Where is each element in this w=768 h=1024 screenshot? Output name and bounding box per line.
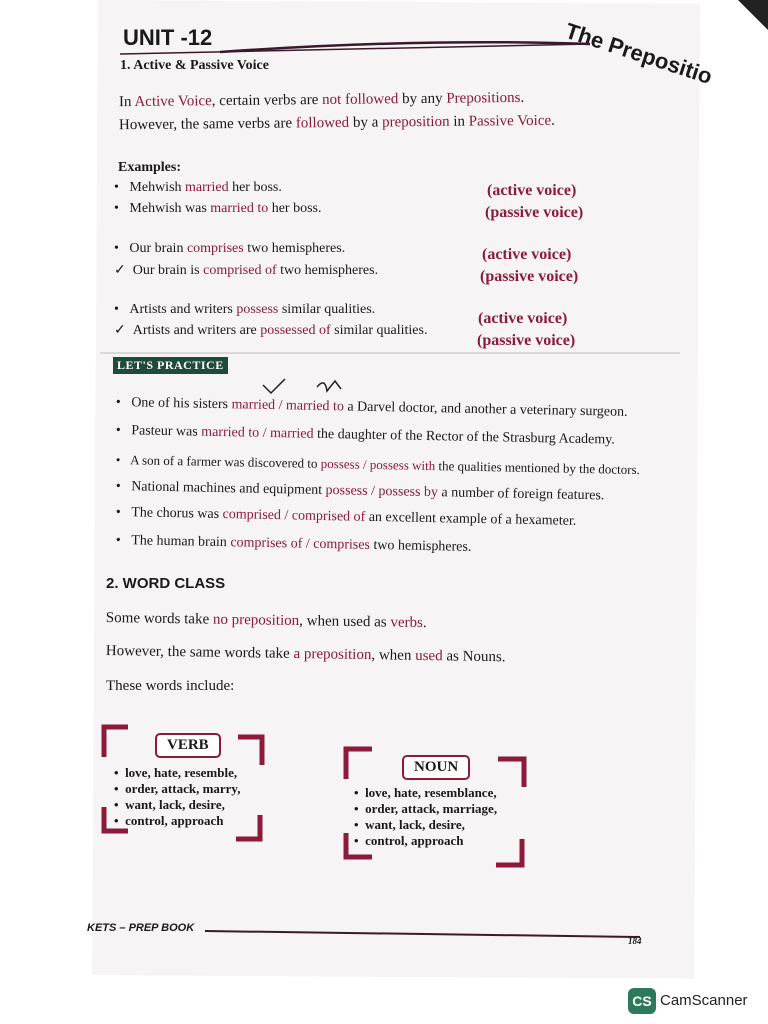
page-corner-shadow bbox=[738, 0, 768, 30]
noun-label: NOUN bbox=[402, 755, 470, 780]
examples-title: Examples: bbox=[118, 160, 181, 175]
intro-line-1: In Active Voice, certain verbs are not followed by any Prepositions. bbox=[118, 89, 525, 111]
example-row: • Mehwish married her boss. bbox=[114, 180, 282, 195]
practice-item: • A son of a farmer was discovered to possess / possess with the qualities mentioned by the doctors. bbox=[115, 452, 641, 478]
example-row: • Artists and writers possess similar qualities. bbox=[114, 302, 376, 317]
voice-label: (passive voice) bbox=[477, 332, 576, 349]
verb-label: VERB bbox=[155, 733, 221, 758]
noun-box bbox=[340, 745, 530, 870]
verb-box bbox=[100, 723, 270, 843]
example-row: ✓ Artists and writers are possessed of similar qualities. bbox=[114, 323, 428, 338]
section-heading-voice: 1. Active & Passive Voice bbox=[120, 58, 269, 73]
practice-item: • The chorus was comprised / comprised of an excellent example of a hexameter. bbox=[115, 505, 577, 529]
verb-word-list: • love, hate, resemble, • order, attack, marry, • want, lack, desire, • control, approach bbox=[114, 765, 241, 828]
section-heading-word-class: 2. WORD CLASS bbox=[106, 575, 226, 592]
camscanner-name: CamScanner bbox=[660, 992, 748, 1009]
word-class-line-1: Some words take no preposition, when used as verbs. bbox=[105, 610, 427, 632]
word-class-line-2: However, the same words take a preposition, when used as Nouns. bbox=[105, 643, 506, 666]
voice-label: (active voice) bbox=[482, 246, 572, 263]
voice-label: (passive voice) bbox=[485, 204, 584, 221]
intro-line-2: However, the same verbs are followed by a preposition in Passive Voice. bbox=[118, 112, 555, 134]
practice-item: • One of his sisters married / married to a Darvel doctor, and another a veterinary surgeon. bbox=[115, 395, 628, 420]
voice-label: (active voice) bbox=[487, 182, 577, 199]
page-number: 184 bbox=[628, 936, 642, 946]
example-row: ✓ Our brain is comprised of two hemispheres. bbox=[114, 263, 379, 278]
unit-title: UNIT -12 bbox=[123, 25, 213, 50]
practice-badge: LET'S PRACTICE bbox=[113, 357, 228, 374]
divider bbox=[100, 352, 680, 354]
chapter-topic: The Prepositio bbox=[562, 18, 716, 89]
example-row: • Mehwish was married to her boss. bbox=[114, 201, 322, 216]
camscanner-logo-icon: CS bbox=[628, 988, 656, 1014]
noun-word-list: • love, hate, resemblance, • order, attack, marriage, • want, lack, desire, • control, approach bbox=[354, 785, 498, 848]
practice-item: • Pasteur was married to / married the daughter of the Rector of the Strasburg Academy. bbox=[115, 423, 615, 448]
book-title: KETS – PREP BOOK bbox=[87, 922, 195, 934]
voice-label: (passive voice) bbox=[480, 268, 579, 285]
voice-label: (active voice) bbox=[478, 310, 568, 327]
practice-item: • The human brain comprises of / comprises two hemispheres. bbox=[115, 533, 472, 555]
practice-item: • National machines and equipment possess / possess by a number of foreign features. bbox=[115, 479, 605, 504]
example-row: • Our brain comprises two hemispheres. bbox=[114, 241, 346, 256]
word-class-line-3: These words include: bbox=[106, 678, 235, 694]
